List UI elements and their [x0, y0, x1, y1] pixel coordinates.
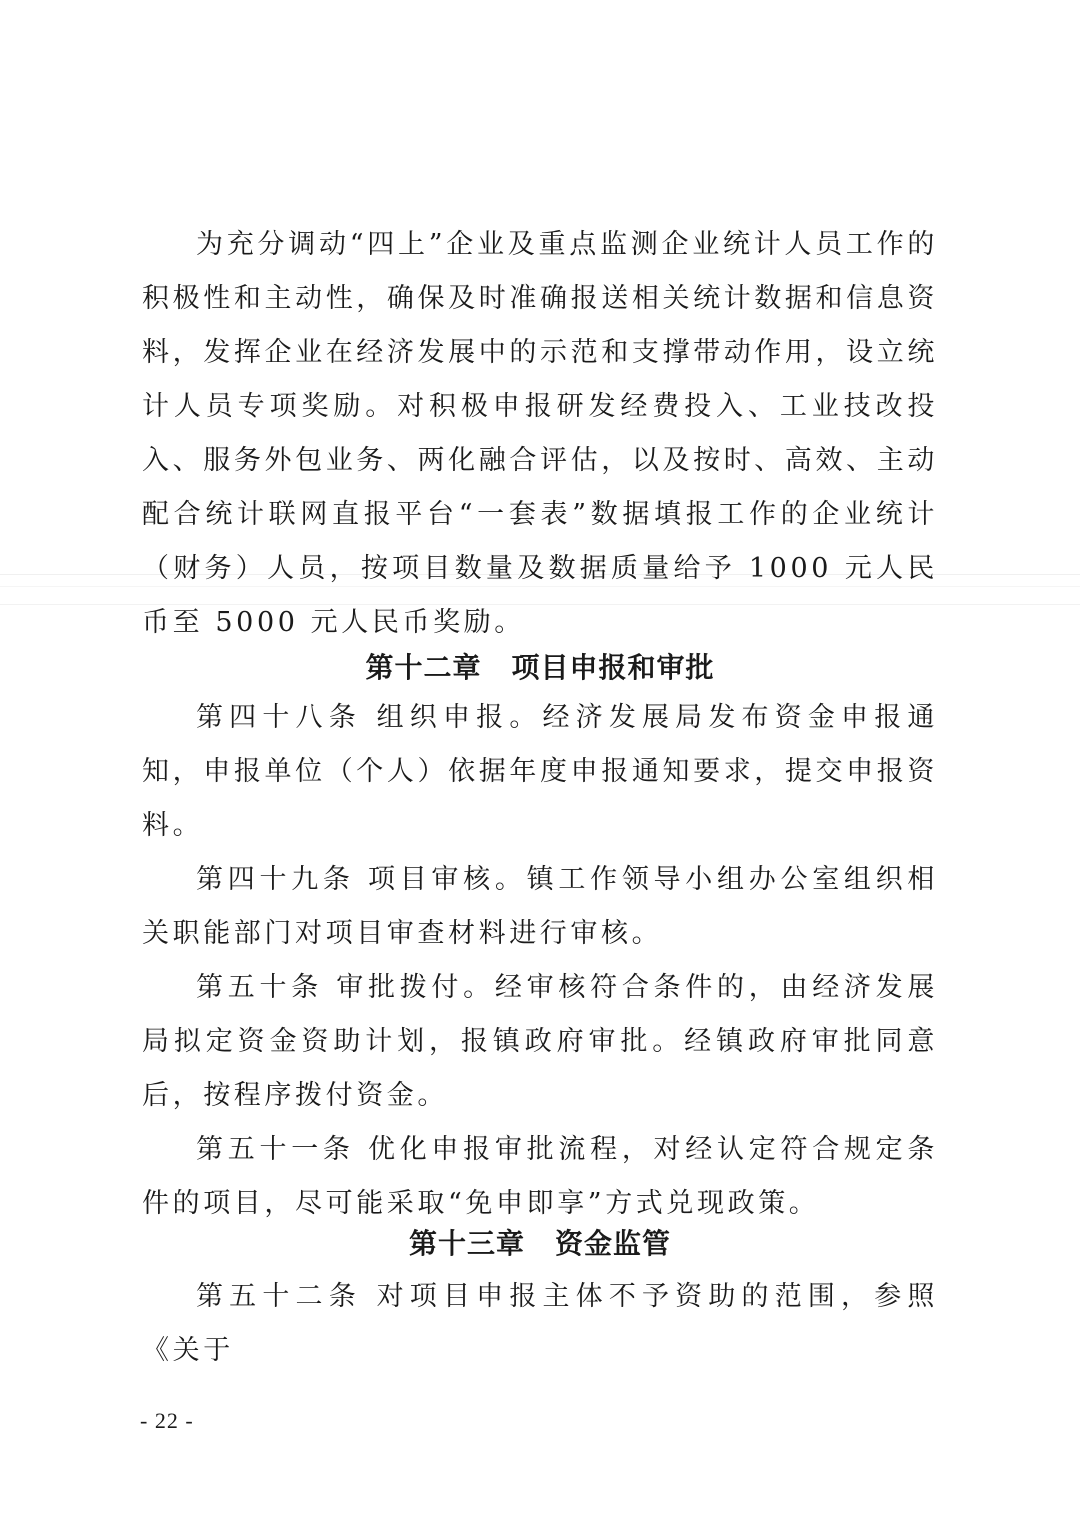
chapter-13-heading	[0, 1222, 1080, 1262]
article-48: 第四十八条 组织申报。经济发展局发布资金申报通知，申报单位（个人）依据年度申报通知要求，提交申报资料。	[142, 702, 938, 841]
intro-section	[142, 218, 938, 650]
article-50: 第五十条 审批拨付。经审核符合条件的，由经济发展局拟定资金资助计划，报镇政府审批。经镇政府审批同意后，按程序拨付资金。	[142, 972, 938, 1111]
page-number: - 22 -	[140, 1408, 194, 1433]
chapter-13-number: 第十三章	[408, 1227, 525, 1260]
article-51: 第五十一条 优化申报审批流程，对经认定符合规定条件的项目，尽可能采取“免申即享”方式兑现政策。	[142, 1134, 938, 1219]
chapter-12-heading	[0, 646, 1080, 686]
chapter-12-number: 第十二章	[365, 651, 482, 684]
intro-paragraph: 为充分调动“四上”企业及重点监测企业统计人员工作的积极性和主动性，确保及时准确报送相关统计数据和信息资料，发挥企业在经济发展中的示范和支撑带动作用，设立统计人员专项奖励。对积极申报研发经费投入、工业技改投入、服务外包业务、两化融合评估，以及按时、高效、主动配合统计联网直报平台“一套表”数据填报工作的企业统计（财务）人员，按项目数量及数据质量给予 1000 元人民币至 5000 元人民币奖励。	[142, 229, 938, 638]
article-49: 第四十九条 项目审核。镇工作领导小组办公室组织相关职能部门对项目审查材料进行审核。	[142, 864, 938, 949]
chapter-12-body	[142, 691, 938, 1231]
chapter-12-title: 项目申报和审批	[511, 651, 715, 684]
chapter-13-body	[142, 1270, 938, 1378]
article-52: 第五十二条 对项目申报主体不予资助的范围，参照《关于	[142, 1281, 938, 1366]
chapter-13-title: 资金监管	[555, 1227, 672, 1260]
